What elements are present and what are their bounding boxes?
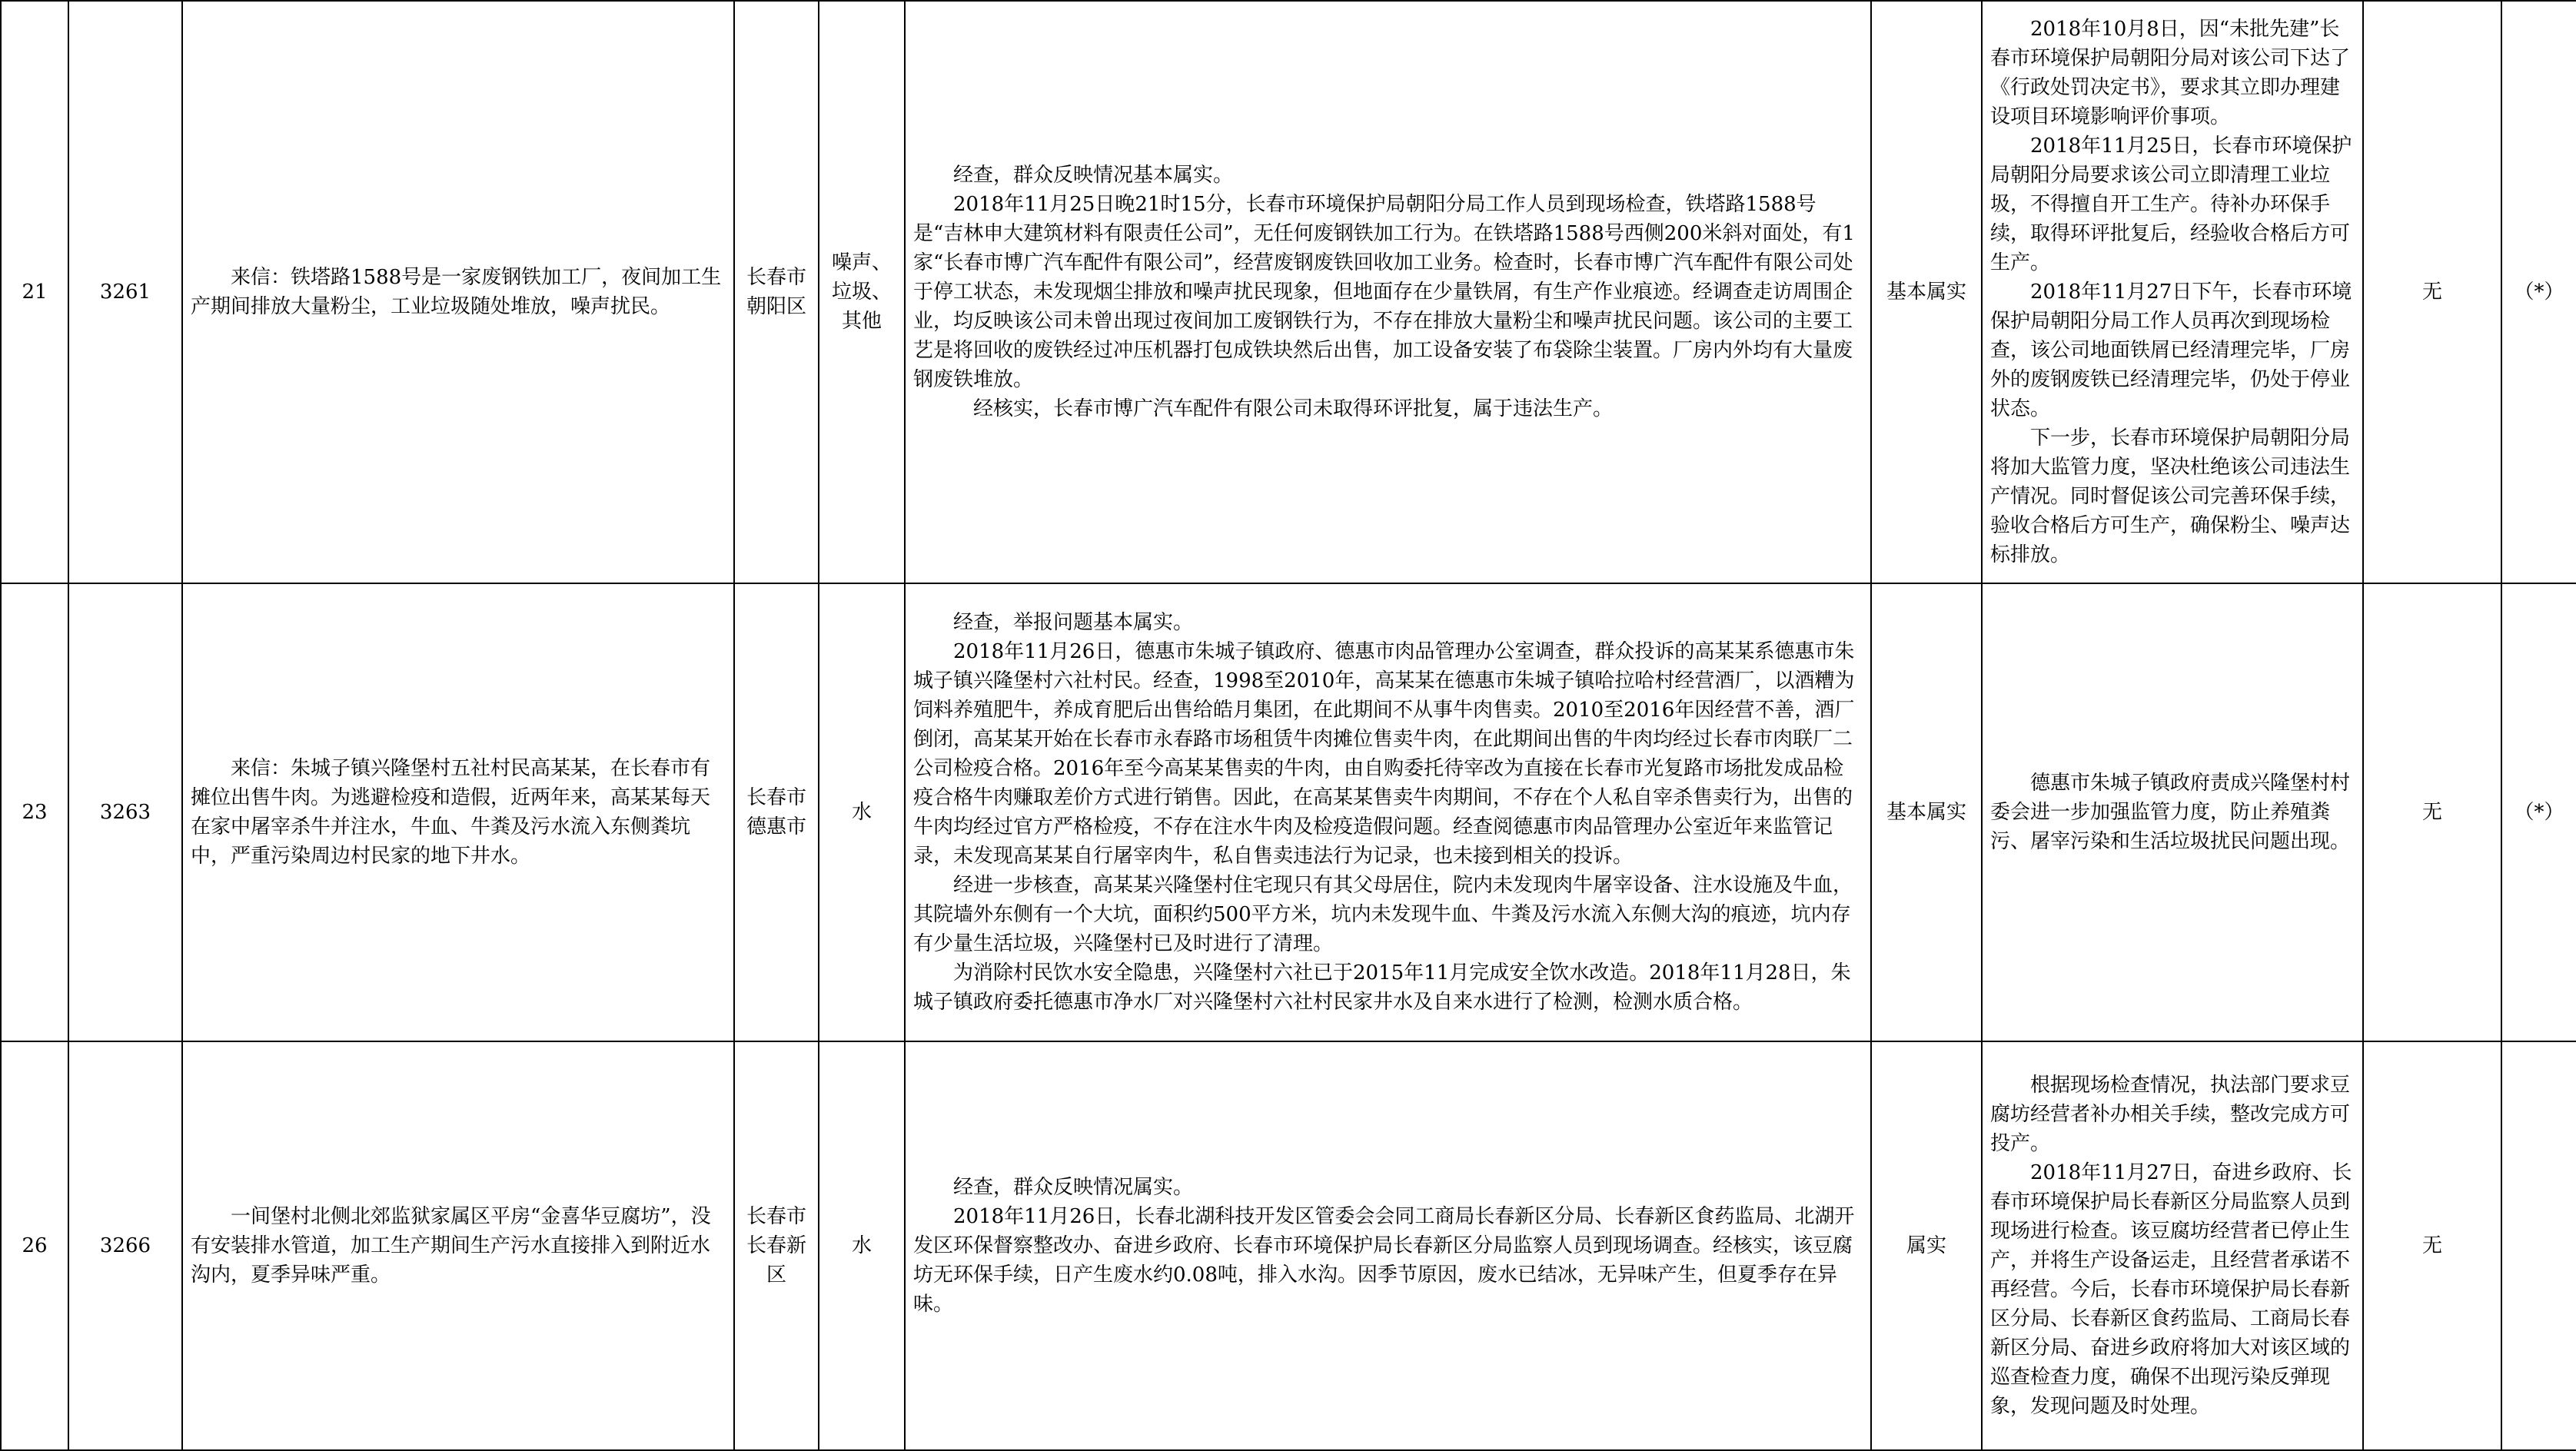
complaint-text: 来信：铁塔路1588号是一家废钢铁加工厂，夜间加工生产期间排放大量粉尘，工业垃圾随处堆放，噪声扰民。 bbox=[191, 266, 722, 318]
handling-cell bbox=[1982, 1, 2363, 583]
verdict-cell: 属实 bbox=[1871, 1041, 1982, 1450]
pollution-type-cell: 水 bbox=[819, 583, 905, 1041]
findings-paragraph: 经查，群众反映情况基本属实。 bbox=[953, 164, 1234, 187]
seq-cell: 26 bbox=[1, 1041, 68, 1450]
pollution-type-cell: 噪声、垃圾、其他 bbox=[819, 1, 905, 583]
accountability-cell: 无 bbox=[2363, 1041, 2501, 1450]
findings-paragraph: 2018年11月26日，长春北湖科技开发区管委会会同工商局长春新区分局、长春新区食药监局、北湖开发区环保督察整改办、奋进乡政府、长春市环境保护局长春新区分局监察人员到现场调查。经核实，该豆腐坊无环保手续，日产生废水约0.08吨，排入水沟。因季节原因，废水已结冰，无异味产生，但夏季存在异味。 bbox=[913, 1205, 1855, 1316]
complaint-cell bbox=[182, 583, 734, 1041]
accountability-cell: 无 bbox=[2363, 1, 2501, 583]
mark-cell: （*） bbox=[2501, 583, 2576, 1041]
verdict-cell: 基本属实 bbox=[1871, 1, 1982, 583]
findings-paragraph: 经查，群众反映情况属实。 bbox=[953, 1176, 1194, 1199]
handling-paragraph: 根据现场检查情况，执法部门要求豆腐坊经营者补办相关手续，整改完成方可投产。 bbox=[1990, 1074, 2351, 1155]
handling-paragraph: 2018年11月27日，奋进乡政府、长春市环境保护局长春新区分局监察人员到现场进行检查。该豆腐坊经营者已停止生产，并将生产设备运走，且经营者承诺不再经营。今后，长春市环境保护局长春新区分局、长春新区食药监局、工商局长春新区分局、奋进乡政府将加大对该区域的巡查检查力度，确保不出现污染反弹现象，发现问题及时处理。 bbox=[1990, 1161, 2352, 1418]
findings-paragraph: 经查，举报问题基本属实。 bbox=[953, 611, 1194, 634]
table-row bbox=[1, 583, 2576, 1041]
findings-paragraph: 2018年11月25日晚21时15分，长春市环境保护局朝阳分局工作人员到现场检查，铁塔路1588号是“吉林申大建筑材料有限责任公司”，无任何废钢铁加工行为。在铁塔路1588号西侧200米斜对面处，有1家“长春市博广汽车配件有限公司”，经营废钢废铁回收加工业务。检查时，长春市博广汽车配件有限公司处于停工状态，未发现烟尘排放和噪声扰民现象，但地面存在少量铁屑，有生产作业痕迹。经调查走访周围企业，均反映该公司未曾出现过夜间加工废钢铁行为，不存在排放大量粉尘和噪声扰民问题。该公司的主要工艺是将回收的废铁经过冲压机器打包成铁块然后出售，加工设备安装了布袋除尘装置。厂房内外均有大量废钢废铁堆放。 bbox=[913, 193, 1855, 391]
findings-paragraph: 为消除村民饮水安全隐患，兴隆堡村六社已于2015年11月完成安全饮水改造。2018年11月28日，朱城子镇政府委托德惠市净水厂对兴隆堡村六社村民家井水及自来水进行了检测，检测水质合格。 bbox=[913, 961, 1851, 1014]
findings-cell bbox=[905, 583, 1871, 1041]
handling-paragraph: 2018年11月27日下午，长春市环境保护局朝阳分局工作人员再次到现场检查，该公司地面铁屑已经清理完毕，厂房外的废钢废铁已经清理完毕，仍处于停业状态。 bbox=[1990, 281, 2352, 420]
handling-cell bbox=[1982, 1041, 2363, 1450]
complaint-cell bbox=[182, 1041, 734, 1450]
handling-paragraph: 下一步，长春市环境保护局朝阳分局将加大监管力度，坚决杜绝该公司违法生产情况。同时督促该公司完善环保手续，验收合格后方可生产，确保粉尘、噪声达标排放。 bbox=[1990, 427, 2351, 566]
mark-cell: （*） bbox=[2501, 1, 2576, 583]
case-id-cell: 3263 bbox=[68, 583, 182, 1041]
district-cell: 长春市德惠市 bbox=[734, 583, 819, 1041]
findings-paragraph: 经进一步核查，高某某兴隆堡村住宅现只有其父母居住，院内未发现肉牛屠宰设备、注水设施及牛血，其院墙外东侧有一个大坑，面积约500平方米，坑内未发现牛血、牛粪及污水流入东侧大沟的痕迹，坑内存有少量生活垃圾，兴隆堡村已及时进行了清理。 bbox=[913, 874, 1853, 955]
table-row bbox=[1, 1041, 2576, 1450]
case-id-cell: 3266 bbox=[68, 1041, 182, 1450]
seq-cell: 21 bbox=[1, 1, 68, 583]
findings-cell bbox=[905, 1041, 1871, 1450]
handling-paragraph: 2018年10月8日，因“未批先建”长春市环境保护局朝阳分局对该公司下达了《行政处罚决定书》，要求其立即办理建设项目环境影响评价事项。 bbox=[1990, 18, 2351, 128]
findings-paragraph: 经核实，长春市博广汽车配件有限公司未取得环评批复，属于违法生产。 bbox=[973, 397, 1614, 420]
district-cell: 长春市长春新区 bbox=[734, 1041, 819, 1450]
handling-paragraph: 德惠市朱城子镇政府责成兴隆堡村村委会进一步加强监管力度，防止养殖粪污、屠宰污染和生活垃圾扰民问题出现。 bbox=[1990, 772, 2351, 853]
mark-cell bbox=[2501, 1041, 2576, 1450]
case-id-cell: 3261 bbox=[68, 1, 182, 583]
accountability-cell: 无 bbox=[2363, 583, 2501, 1041]
seq-cell: 23 bbox=[1, 583, 68, 1041]
complaint-cell bbox=[182, 1, 734, 583]
table-row bbox=[1, 1, 2576, 583]
pollution-type-cell: 水 bbox=[819, 1041, 905, 1450]
complaint-text: 一间堡村北侧北郊监狱家属区平房“金喜华豆腐坊”，没有安装排水管道，加工生产期间生产污水直接排入到附近水沟内，夏季异味严重。 bbox=[191, 1205, 711, 1287]
handling-paragraph: 2018年11月25日，长春市环境保护局朝阳分局要求该公司立即清理工业垃圾，不得擅自开工生产。待补办环保手续，取得环评批复后，经验收合格后方可生产。 bbox=[1990, 134, 2352, 274]
findings-cell bbox=[905, 1, 1871, 583]
handling-cell bbox=[1982, 583, 2363, 1041]
verdict-cell: 基本属实 bbox=[1871, 583, 1982, 1041]
district-cell: 长春市朝阳区 bbox=[734, 1, 819, 583]
findings-paragraph: 2018年11月26日，德惠市朱城子镇政府、德惠市肉品管理办公室调查，群众投诉的高某某系德惠市朱城子镇兴隆堡村六社村民。经查，1998至2010年，高某某在德惠市朱城子镇哈拉哈村经营酒厂，以酒糟为饲料养殖肥牛，养成育肥后出售给皓月集团，在此期间不从事牛肉售卖。2010至2016年因经营不善，酒厂倒闭，高某某开始在长春市永春路市场租赁牛肉摊位售卖牛肉，在此期间出售的牛肉均经过长春市肉联厂二公司检疫合格。2016年至今高某某售卖的牛肉，由自购委托待宰改为直接在长春市光复路市场批发成品检疫合格牛肉赚取差价方式进行销售。因此，在高某某售卖牛肉期间，不存在个人私自宰杀售卖行为，出售的牛肉均经过官方严格检疫，不存在注水牛肉及检疫造假问题。经查阅德惠市肉品管理办公室近年来监管记录，未发现高某某自行屠宰肉牛，私自售卖违法行为记录，也未接到相关的投诉。 bbox=[913, 640, 1855, 868]
complaint-text: 来信：朱城子镇兴隆堡村五社村民高某某，在长春市有摊位出售牛肉。为逃避检疫和造假，近两年来，高某某每天在家中屠宰杀牛并注水，牛血、牛粪及污水流入东侧粪坑中，严重污染周边村民家的地下井水。 bbox=[191, 757, 711, 868]
